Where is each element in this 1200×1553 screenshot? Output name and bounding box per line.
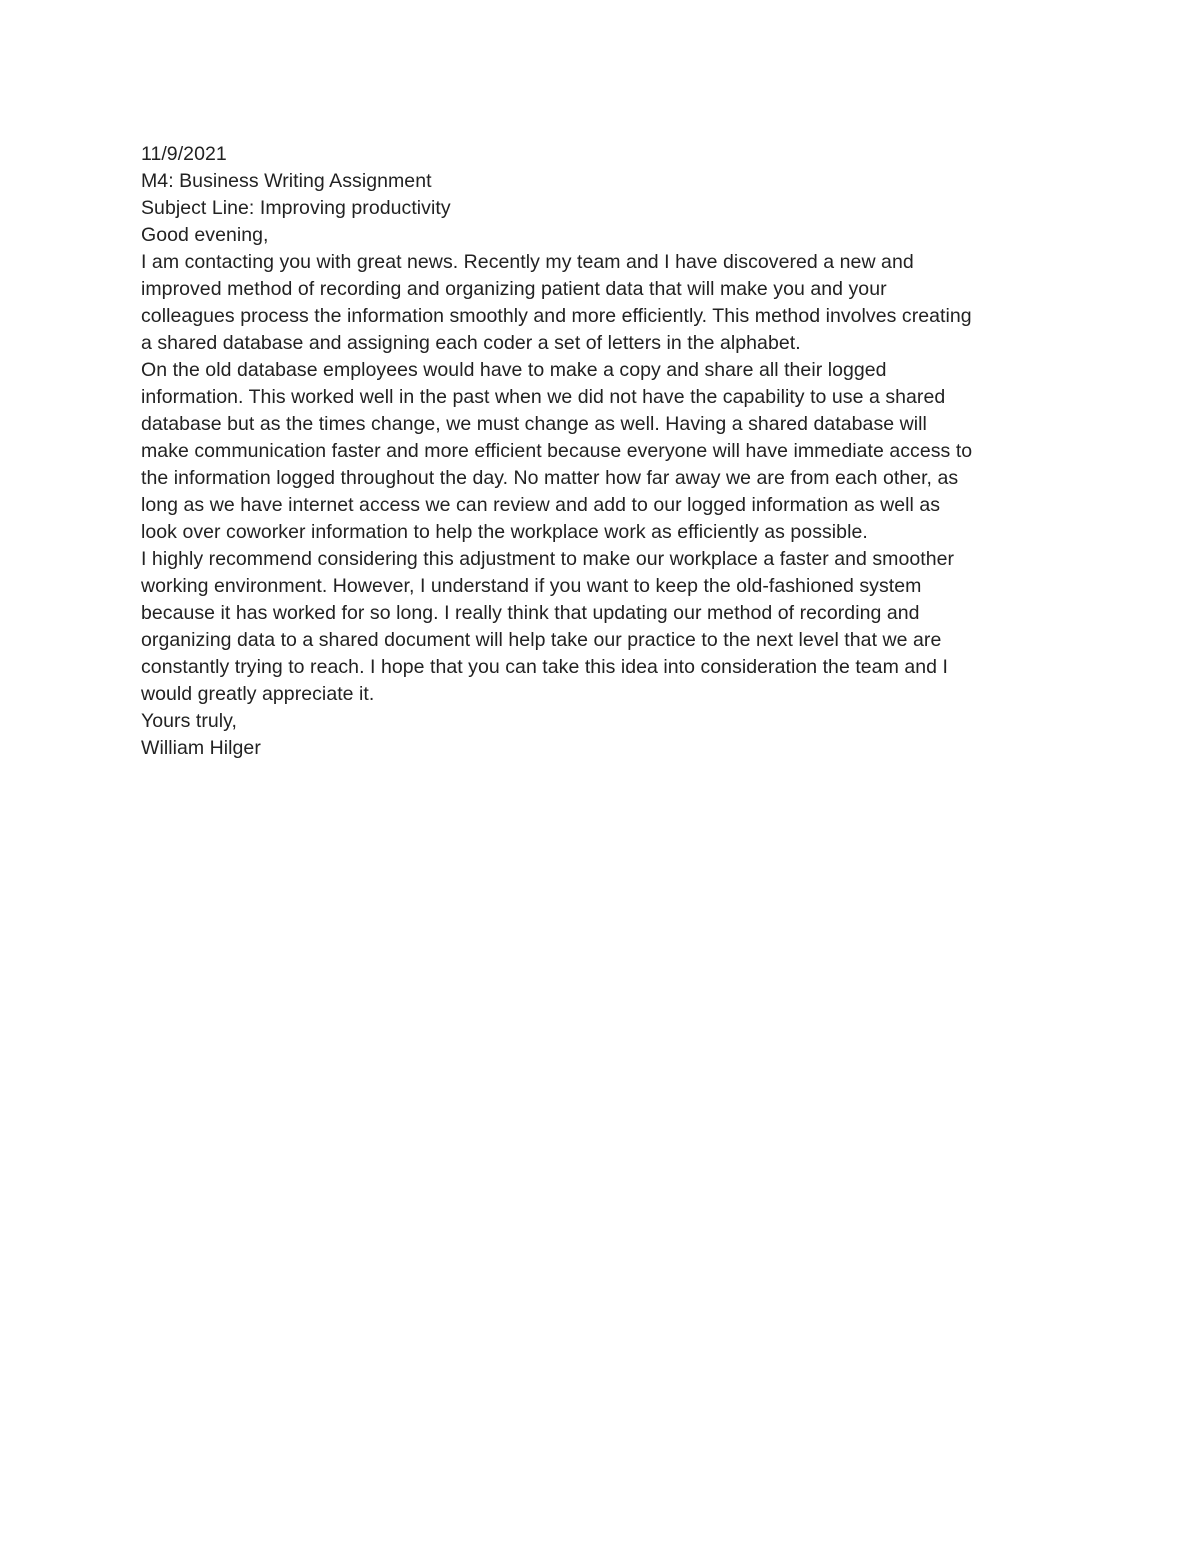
text-line: long as we have internet access we can review and add to our logged information as well as — [141, 494, 941, 516]
signature-name: William Hilger — [141, 737, 261, 759]
text-line: constantly trying to reach. I hope that you can take this idea into consideration the team and I — [141, 656, 948, 678]
assignment-title: M4: Business Writing Assignment — [141, 170, 432, 192]
letter-date: 11/9/2021 — [141, 143, 227, 165]
text-line: improved method of recording and organizing patient data that will make you and your — [141, 278, 887, 300]
text-line: would greatly appreciate it. — [141, 683, 375, 705]
text-line: because it has worked for so long. I really think that updating our method of recording and — [141, 602, 920, 624]
closing: Yours truly, — [141, 710, 237, 732]
letter-body — [141, 141, 1071, 762]
text-line: database but as the times change, we must change as well. Having a shared database will — [141, 413, 927, 435]
text-line: I highly recommend considering this adjustment to make our workplace a faster and smoother — [141, 548, 955, 570]
paragraph-old-database — [141, 357, 1071, 546]
text-line: look over coworker information to help the workplace work as efficiently as possible. — [141, 521, 868, 543]
text-line: colleagues process the information smoothly and more efficiently. This method involves creating — [141, 305, 972, 327]
text-line: On the old database employees would have to make a copy and share all their logged — [141, 359, 887, 381]
text-line: organizing data to a shared document will help take our practice to the next level that we are — [141, 629, 942, 651]
paragraph-recommendation — [141, 546, 1071, 708]
greeting: Good evening, — [141, 224, 269, 246]
text-line: information. This worked well in the past when we did not have the capability to use a shared — [141, 386, 946, 408]
paragraph-intro — [141, 249, 1071, 357]
text-line: a shared database and assigning each coder a set of letters in the alphabet. — [141, 332, 801, 354]
text-line: make communication faster and more efficient because everyone will have immediate access to — [141, 440, 973, 462]
text-line: the information logged throughout the day. No matter how far away we are from each other, as — [141, 467, 959, 489]
text-line: I am contacting you with great news. Recently my team and I have discovered a new and — [141, 251, 914, 273]
subject-line: Subject Line: Improving productivity — [141, 197, 451, 219]
text-line: working environment. However, I understand if you want to keep the old-fashioned system — [141, 575, 922, 597]
